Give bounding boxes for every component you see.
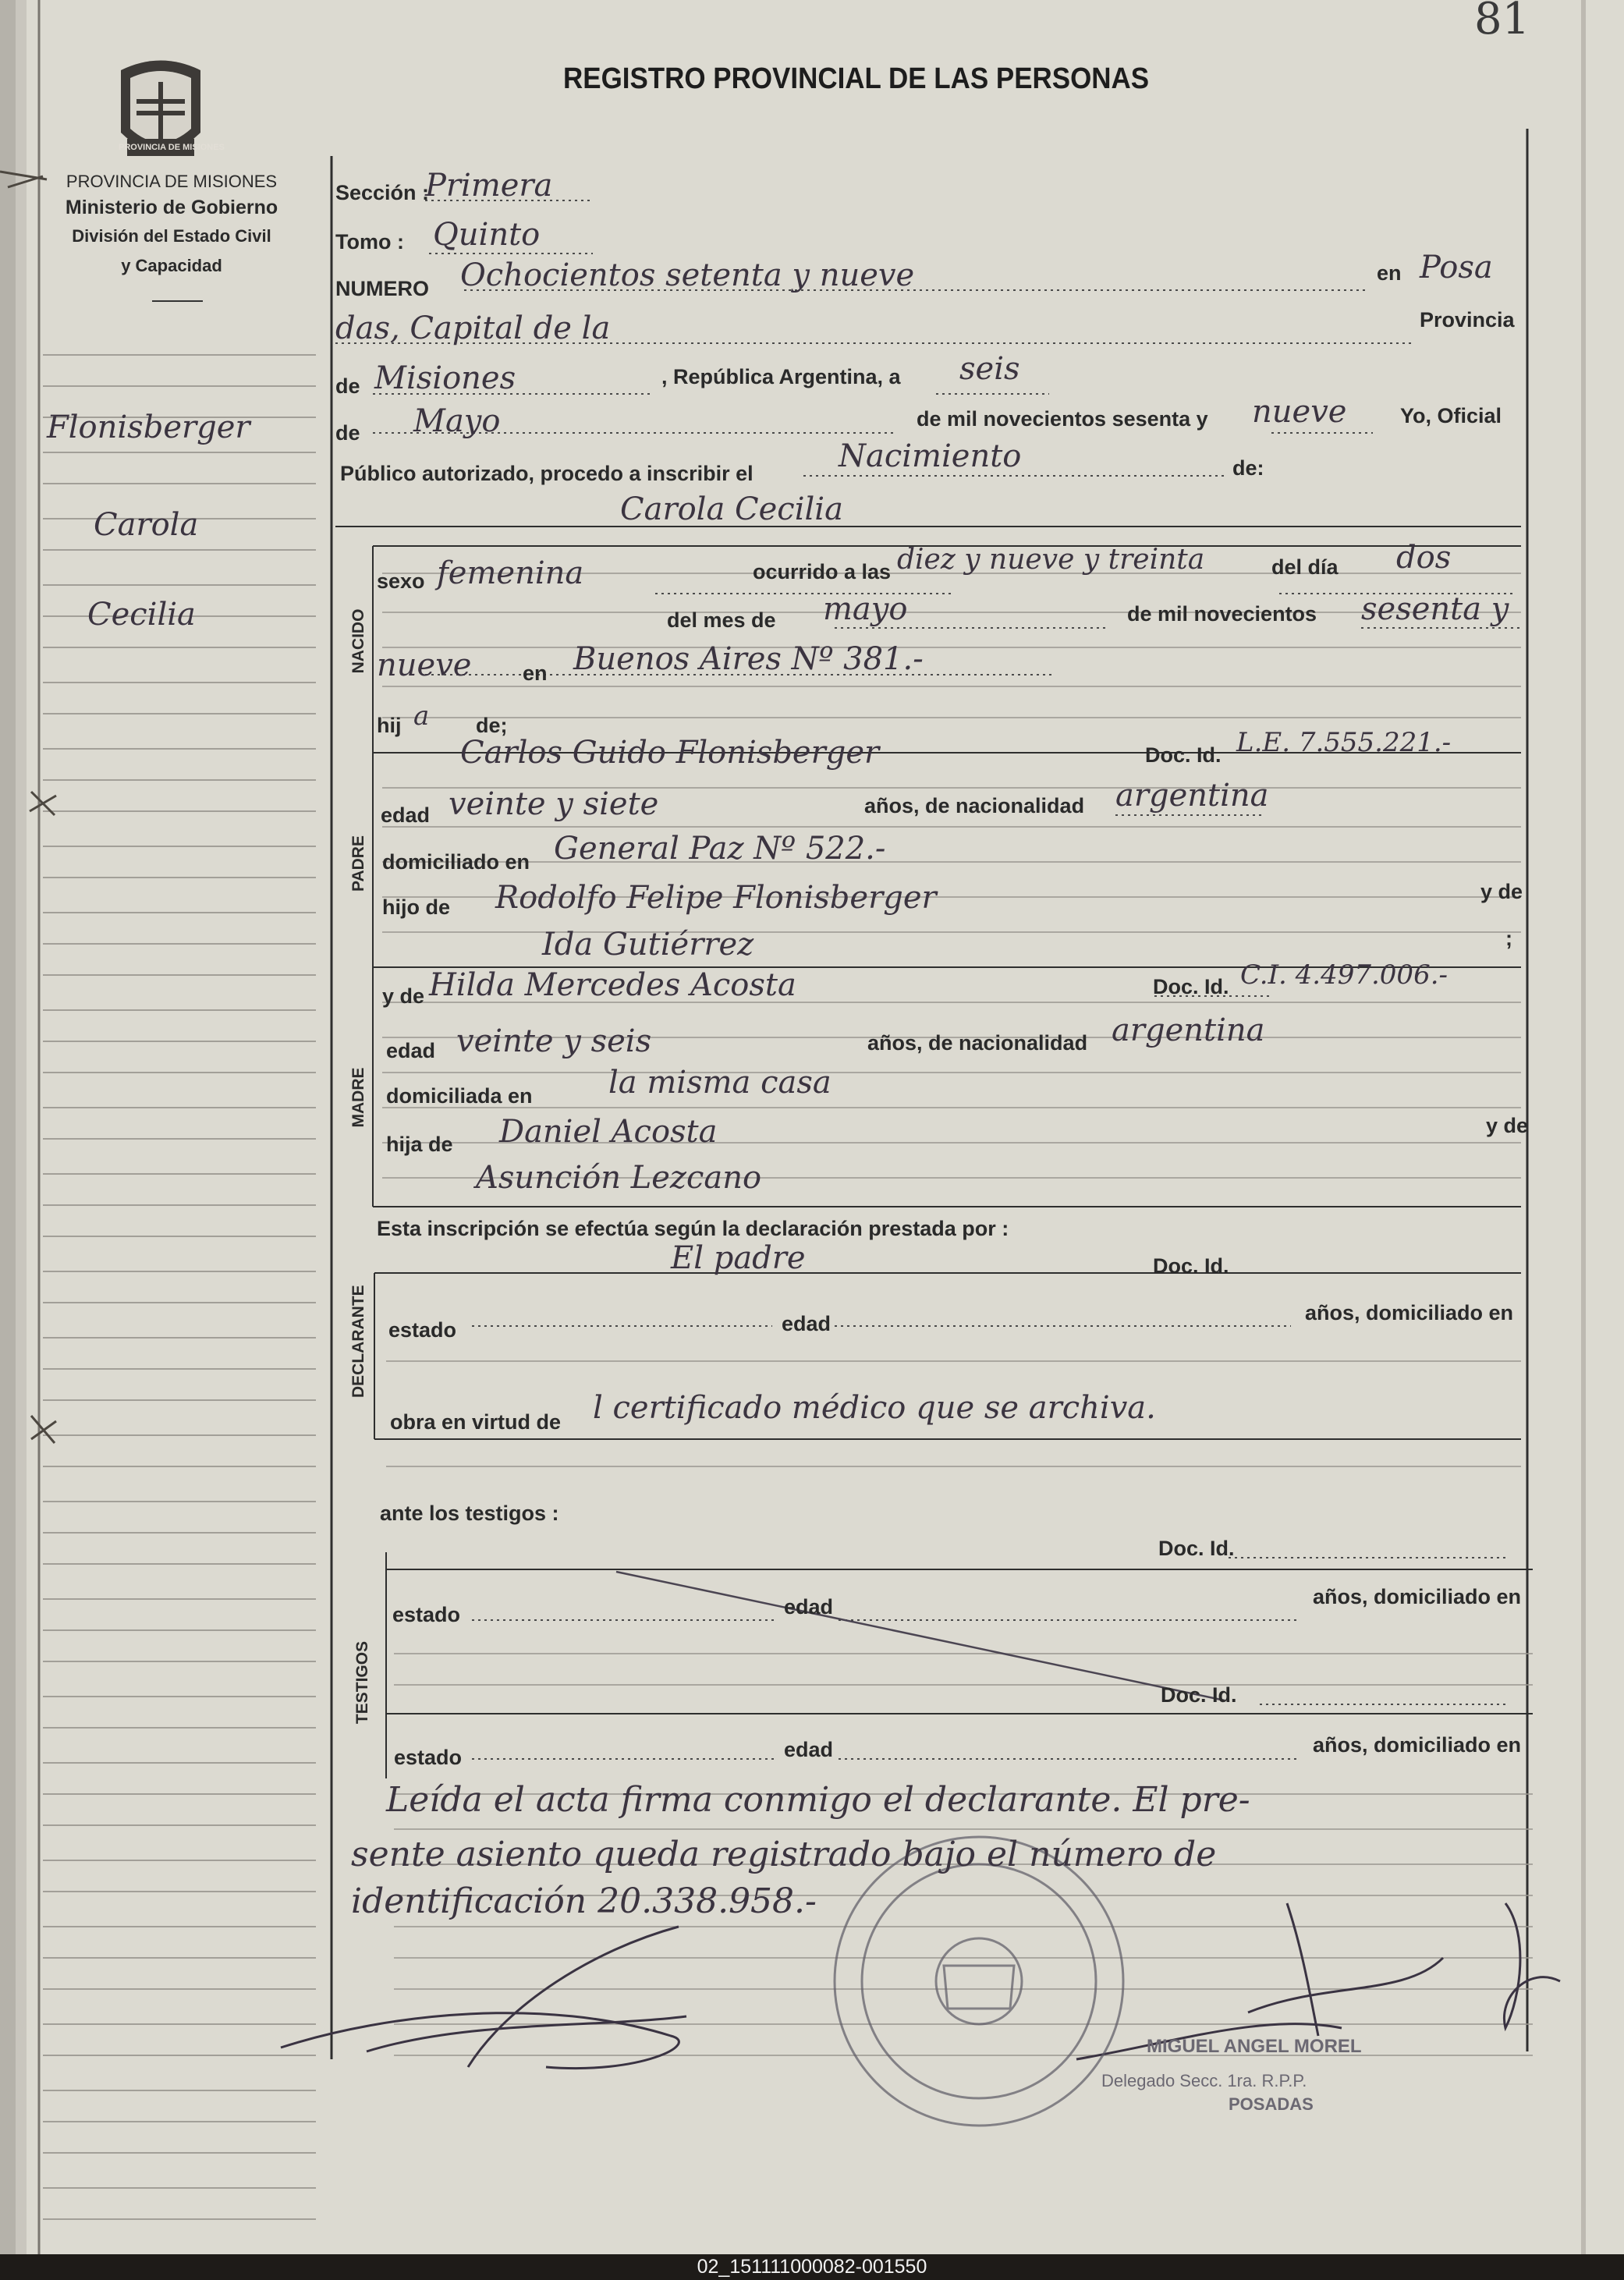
value-abuelo-p: Rodolfo Felipe Flonisberger <box>495 880 937 916</box>
label-ocurrido: ocurrido a las <box>753 560 892 583</box>
label-declarante-anos: años, domiciliado en <box>1305 1301 1514 1324</box>
label-de-2: de <box>335 421 360 445</box>
label-padre-nac: años, de nacionalidad <box>864 794 1085 817</box>
value-madre: Hilda Mercedes Acosta <box>429 967 796 1003</box>
label-y-de-2: y de <box>1486 1114 1529 1137</box>
value-dia-nac: dos <box>1396 540 1452 576</box>
agency-underline <box>152 300 203 302</box>
label-semicolon: ; <box>1505 927 1512 950</box>
margin-surname: Flonisberger <box>47 410 250 445</box>
label-de-semicolon: de; <box>476 714 508 737</box>
value-numero: Ochocientos setenta y nueve <box>460 257 915 293</box>
label-obra: obra en virtud de <box>390 1410 562 1434</box>
label-testigo2-doc: Doc. Id. <box>1161 1683 1237 1707</box>
value-padre-edad: veinte y siete <box>449 786 659 822</box>
seal-text: PROVINCIA DE MISIONES <box>119 143 225 152</box>
label-sexo: sexo <box>377 569 425 593</box>
label-madre-nac: años, de nacionalidad <box>867 1031 1088 1055</box>
section-label-declarante: DECLARANTE <box>349 1285 367 1398</box>
agency-ministry: Ministerio de Gobierno <box>65 197 278 218</box>
label-declarante-estado: estado <box>388 1318 457 1342</box>
value-mes-nac: mayo <box>823 591 908 627</box>
label-y-de-1: y de <box>1480 880 1523 903</box>
stamp-city: POSADAS <box>1229 2094 1314 2114</box>
value-abuelo-m: Daniel Acosta <box>499 1114 718 1150</box>
agency-province: PROVINCIA DE MISIONES <box>66 172 278 191</box>
value-seccion: Primera <box>425 168 553 204</box>
label-madre-dom: domiciliada en <box>386 1084 533 1108</box>
value-sexo: femenina <box>437 555 584 591</box>
value-anio: nueve <box>1252 394 1347 430</box>
value-padre: Carlos Guido Flonisberger <box>460 735 880 771</box>
value-anio-nac-2: nueve <box>377 647 472 683</box>
label-padre-edad: edad <box>381 803 431 827</box>
value-padre-doc: L.E. 7.555.221.- <box>1236 727 1452 758</box>
label-yo-oficial: Yo, Oficial <box>1400 404 1502 427</box>
value-anio-nac-1: sesenta y <box>1361 591 1509 627</box>
label-tomo: Tomo : <box>335 230 404 254</box>
label-testigo1-anos: años, domiciliado en <box>1313 1585 1522 1608</box>
label-numero: NUMERO <box>335 277 429 300</box>
label-del-mes: del mes de <box>667 608 776 632</box>
label-madre-doc: Doc. Id. <box>1153 975 1229 998</box>
value-madre-doc: C.I. 4.497.006.- <box>1240 959 1448 991</box>
closing-line-1: Leída el acta firma conmigo el declarante. El pre- <box>386 1780 1250 1820</box>
label-padre-doc: Doc. Id. <box>1145 743 1222 767</box>
value-acto: Nacimiento <box>839 438 1022 474</box>
label-en-lugar: en <box>523 661 548 685</box>
value-madre-edad: veinte y seis <box>456 1023 652 1059</box>
value-provincia-line: das, Capital de la <box>335 310 611 346</box>
value-madre-nac: argentina <box>1112 1012 1265 1048</box>
value-tomo: Quinto <box>433 217 541 253</box>
stamp-name: MIGUEL ANGEL MOREL <box>1147 2036 1362 2057</box>
label-de-colon: de: <box>1232 456 1264 480</box>
label-testigo2-estado: estado <box>394 1746 463 1769</box>
value-obra: l certificado médico que se archiva. <box>593 1390 1156 1426</box>
margin-name-2: Cecilia <box>87 597 196 633</box>
value-nombre: Carola Cecilia <box>620 491 843 527</box>
section-label-testigos: TESTIGOS <box>353 1640 371 1725</box>
label-publico: Público autorizado, procedo a inscribir el <box>340 462 753 485</box>
label-testigo1-estado: estado <box>392 1603 461 1626</box>
label-y-de-madre: y de <box>382 984 425 1008</box>
value-padre-dom: General Paz Nº 522.- <box>554 831 886 867</box>
section-label-padre: PADRE <box>349 835 367 892</box>
value-abuela-p: Ida Gutiérrez <box>542 927 754 963</box>
label-republica: , República Argentina, a <box>661 365 901 388</box>
value-padre-nac: argentina <box>1115 778 1269 814</box>
label-padre-dom: domiciliado en <box>382 850 530 874</box>
label-testigo1-doc: Doc. Id. <box>1158 1537 1235 1560</box>
page-title: REGISTRO PROVINCIAL DE LAS PERSONAS <box>563 62 1150 95</box>
agency-capacity: y Capacidad <box>121 256 222 275</box>
closing-line-3: identificación 20.338.958.- <box>351 1881 817 1921</box>
label-provincia: Provincia <box>1420 308 1515 332</box>
stamp-title: Delegado Secc. 1ra. R.P.P. <box>1101 2071 1307 2090</box>
value-de-provincia: Misiones <box>374 360 516 396</box>
value-mes: Mayo <box>413 403 501 439</box>
label-hijo-de: hijo de <box>382 895 450 919</box>
section-label-madre: MADRE <box>349 1067 367 1128</box>
value-madre-dom: la misma casa <box>608 1065 832 1101</box>
label-declarante-edad: edad <box>782 1312 832 1335</box>
label-testigo1-edad: edad <box>784 1595 834 1619</box>
closing-line-2: sente asiento queda registrado bajo el número de <box>351 1835 1217 1874</box>
label-de-mil: de mil novecientos sesenta y <box>917 407 1208 431</box>
value-hij-suffix: a <box>413 700 430 732</box>
label-ante-testigos: ante los testigos : <box>380 1502 559 1525</box>
label-hij: hij <box>377 714 402 737</box>
label-del-dia: del día <box>1271 555 1339 579</box>
label-seccion: Sección : <box>335 181 430 204</box>
label-declarante-doc: Doc. Id. <box>1153 1254 1229 1278</box>
section-label-nacido: NACIDO <box>349 608 367 674</box>
label-testigo2-edad: edad <box>784 1738 834 1761</box>
label-testigo2-anos: años, domiciliado en <box>1313 1733 1522 1757</box>
value-declarante: El padre <box>671 1240 806 1276</box>
value-dia: seis <box>959 351 1020 387</box>
label-de: de <box>335 374 360 398</box>
page-number: 81 <box>1474 0 1530 44</box>
label-esta-inscripcion: Esta inscripción se efectúa según la declaración prestada por : <box>377 1217 1009 1240</box>
agency-division: División del Estado Civil <box>72 226 271 246</box>
margin-name-1: Carola <box>94 507 199 543</box>
label-madre-edad: edad <box>386 1039 436 1062</box>
label-hija-de: hija de <box>386 1133 453 1156</box>
value-hora: diez y nueve y treinta <box>897 544 1205 576</box>
label-en: en <box>1377 261 1402 285</box>
value-lugar: Buenos Aires Nº 381.- <box>573 641 924 677</box>
label-mil-nov: de mil novecientos <box>1127 602 1317 626</box>
value-en: Posa <box>1420 250 1493 285</box>
value-abuela-m: Asunción Lezcano <box>476 1160 762 1196</box>
image-id-footer: 02_151111000082-001550 <box>0 2254 1624 2280</box>
